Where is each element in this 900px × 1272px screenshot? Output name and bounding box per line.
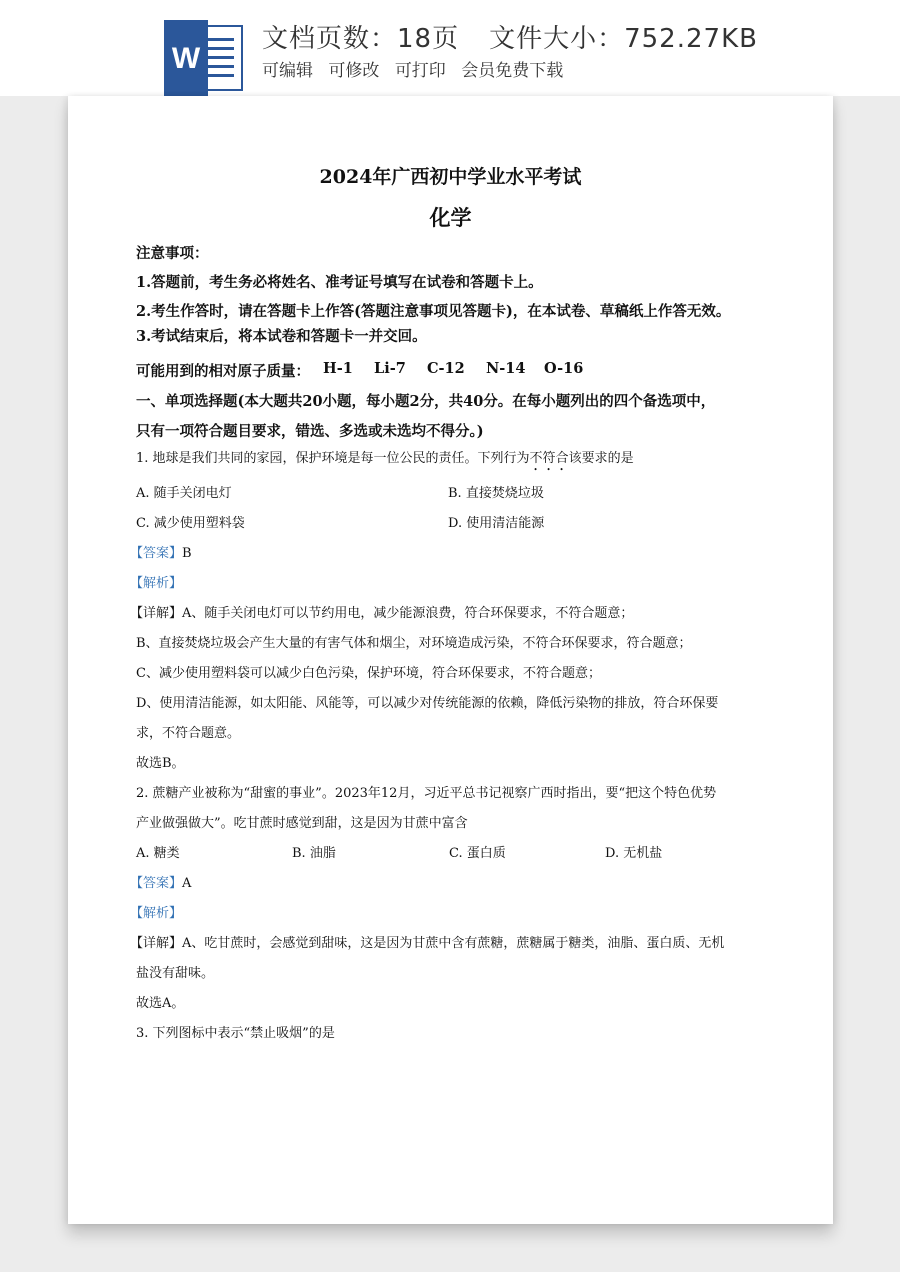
q2-analysis-tag: 【解析】 (130, 906, 183, 921)
q1-detail-2: B、直接焚烧垃圾会产生大量的有害气体和烟尘，对环境造成污染，不符合环保要求，符合题意； (136, 636, 692, 651)
atomic-mass-label: 可能用到的相对原子质量： (136, 363, 310, 380)
notice-2: 2.考生作答时，请在答题卡上作答(答题注意事项见答题卡)，在本试卷、草稿纸上作答无效。 (136, 303, 731, 320)
q1-detail-1: 【详解】A、随手关闭电灯可以节约用电，减少能源浪费，符合环保要求，不符合题意； (130, 606, 634, 621)
exam-title: 2024年广西初中学业水平考试 (319, 166, 582, 188)
notice-1: 1.答题前，考生务必将姓名、准考证号填写在试卷和答题卡上。 (136, 274, 543, 291)
q1-answer: 【答案】B (130, 546, 192, 561)
file-meta (262, 18, 758, 55)
q1-detail-5: 求，不符合题意。 (136, 726, 241, 741)
q1-stem: 1. 地球是我们共同的家园，保护环境是每一位公民的责任。下列行为不符合该要求的是 (136, 451, 634, 466)
q2-conclusion: 故选A。 (136, 996, 185, 1011)
atomic-mass-h: H-1 (323, 360, 353, 377)
page-count: 文档页数：18页 (262, 24, 460, 54)
feature-list (262, 56, 573, 81)
q1-option-c: C. 减少使用塑料袋 (136, 516, 245, 531)
answer-tag: 【答案】 (130, 876, 183, 891)
atomic-mass-c: C-12 (427, 360, 465, 377)
answer-tag: 【答案】 (130, 546, 183, 561)
section-heading-line2: 只有一项符合题目要求，错选、多选或未选均不得分。) (136, 423, 484, 440)
q2-option-a: A. 糖类 (136, 846, 180, 861)
document-page (68, 96, 833, 1224)
detail-tag: 【详解】 (130, 606, 183, 621)
q2-option-c: C. 蛋白质 (449, 846, 506, 861)
section-heading-line1: 一、单项选择题(本大题共20小题，每小题2分，共40分。在每小题列出的四个备选项中， (136, 393, 716, 410)
q1-detail-3: C、减少使用塑料袋可以减少白色污染，保护环境，符合环保要求，不符合题意； (136, 666, 601, 681)
atomic-mass-li: Li-7 (374, 360, 406, 377)
q2-stem-line1: 2. 蔗糖产业被称为“甜蜜的事业”。2023年12月，习近平总书记视察广西时指出，要“把这个特色优势 (136, 786, 717, 801)
q1-detail-4: D、使用清洁能源，如太阳能、风能等，可以减少对传统能源的依赖，降低污染物的排放，符合环保要 (136, 696, 719, 711)
notice-heading: 注意事项： (136, 245, 209, 262)
feature-free-download: 会员免费下载 (461, 61, 564, 81)
q2-option-b: B. 油脂 (292, 846, 336, 861)
atomic-mass-o: O-16 (544, 360, 584, 377)
q2-answer: 【答案】A (130, 876, 192, 891)
feature-printable: 可打印 (394, 61, 446, 81)
file-size: 文件大小：752.27KB (489, 24, 758, 54)
q1-conclusion: 故选B。 (136, 756, 185, 771)
q1-stem-emphasis: 不符合 (529, 451, 569, 466)
download-banner (0, 0, 900, 96)
feature-editable: 可编辑 (262, 61, 313, 81)
feature-modifiable: 可修改 (328, 61, 380, 81)
atomic-mass-n: N-14 (486, 360, 526, 377)
q1-option-b: B. 直接焚烧垃圾 (448, 486, 544, 501)
word-document-icon (164, 20, 244, 96)
q2-stem-line2: 产业做强做大”。吃甘蔗时感觉到甜，这是因为甘蔗中富含 (136, 816, 468, 831)
q2-detail-1: 【详解】A、吃甘蔗时，会感觉到甜味，这是因为甘蔗中含有蔗糖，蔗糖属于糖类，油脂、蛋白质、无机 (130, 936, 725, 951)
exam-subject: 化学 (429, 205, 472, 230)
q1-option-a: A. 随手关闭电灯 (136, 486, 232, 501)
word-icon-letter: W (171, 42, 201, 75)
detail-tag: 【详解】 (130, 936, 183, 951)
q2-option-d: D. 无机盐 (605, 846, 663, 861)
notice-3: 3.考试结束后，将本试卷和答题卡一并交回。 (136, 328, 427, 345)
q1-analysis-tag: 【解析】 (130, 576, 183, 591)
q1-option-d: D. 使用清洁能源 (448, 516, 545, 531)
q2-detail-2: 盐没有甜味。 (136, 966, 215, 981)
q3-stem: 3. 下列图标中表示“禁止吸烟”的是 (136, 1026, 335, 1041)
